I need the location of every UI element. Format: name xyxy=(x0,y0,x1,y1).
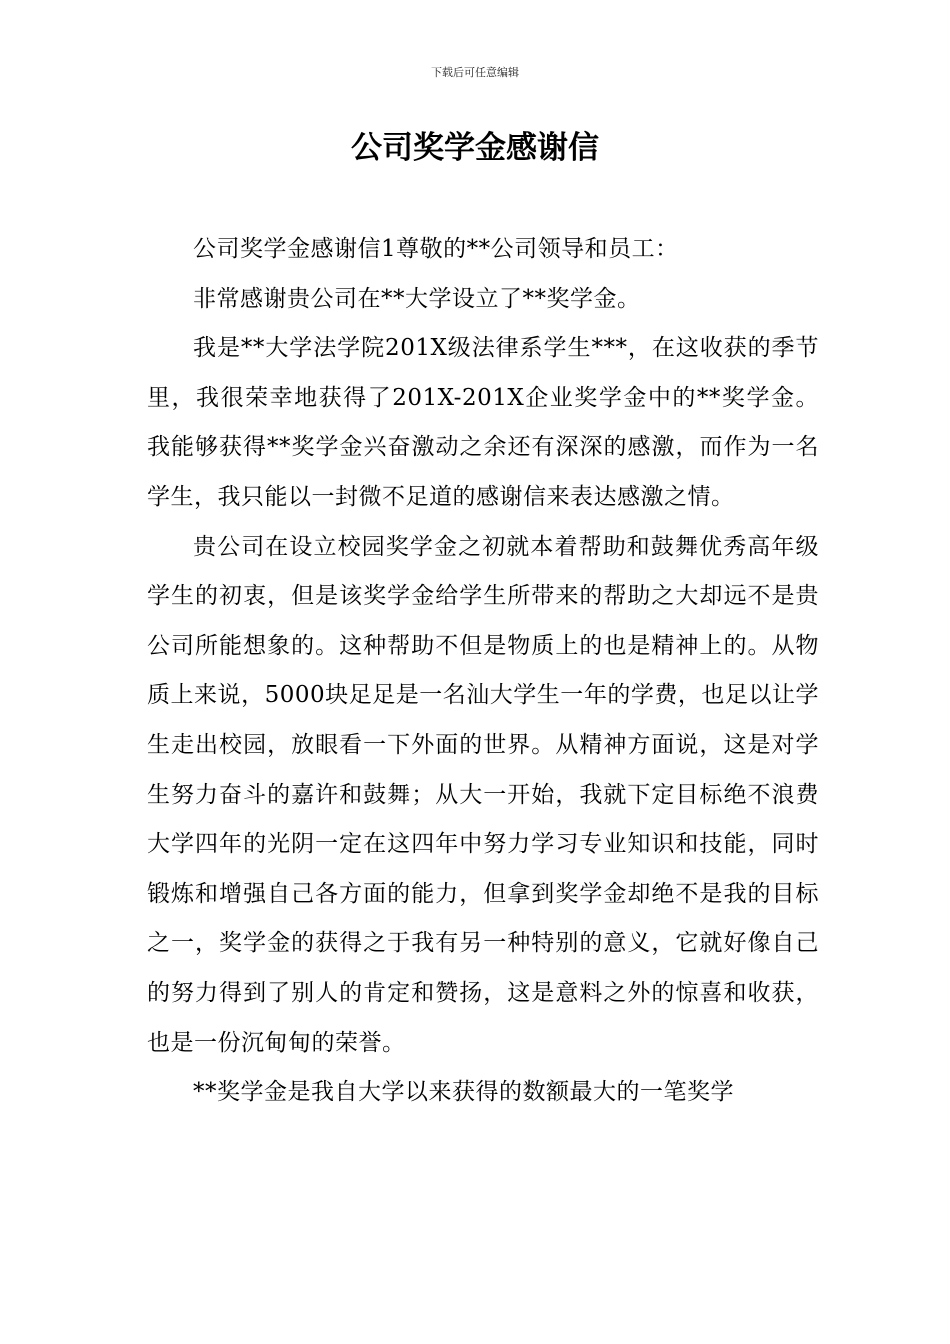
paragraph-scholarship-meaning: 贵公司在设立校园奖学金之初就本着帮助和鼓舞优秀高年级学生的初衷，但是该奖学金给学生所带来的帮助之大却远不是贵公司所能想象的。这种帮助不但是物质上的也是精神上的。从物质上来说，5000块足足是一名汕大学生一年的学费，也足以让学生走出校园，放眼看一下外面的世界。从精神方面说，这是对学生努力奋斗的嘉许和鼓舞；从大一开始，我就下定目标绝不浪费大学四年的光阴一定在这四年中努力学习专业知识和技能，同时锻炼和增强自己各方面的能力，但拿到奖学金却绝不是我的目标之一，奖学金的获得之于我有另一种特别的意义，它就好像自己的努力得到了别人的肯定和赞扬，这是意料之外的惊喜和收获，也是一份沉甸甸的荣誉。 xyxy=(147,533,819,1056)
paragraph-salutation: 公司奖学金感谢信1尊敬的**公司领导和员工： xyxy=(193,236,679,262)
header-note: 下载后可任意编辑 xyxy=(431,66,519,79)
paragraph-continuation: **奖学金是我自大学以来获得的数额最大的一笔奖学 xyxy=(193,1079,734,1106)
letter-body xyxy=(147,225,819,1118)
paragraph-introduction: 我是**大学法学院201X级法律系学生***，在这收获的季节里，我很荣幸地获得了201X-201X企业奖学金中的**奖学金。我能够获得**奖学金兴奋激动之余还有深深的感激，而作为一名学生，我只能以一封微不足道的感谢信来表达感激之情。 xyxy=(147,335,819,510)
page-title: 公司奖学金感谢信 xyxy=(351,130,599,166)
paragraph-thanks: 非常感谢贵公司在**大学设立了**奖学金。 xyxy=(193,285,641,312)
